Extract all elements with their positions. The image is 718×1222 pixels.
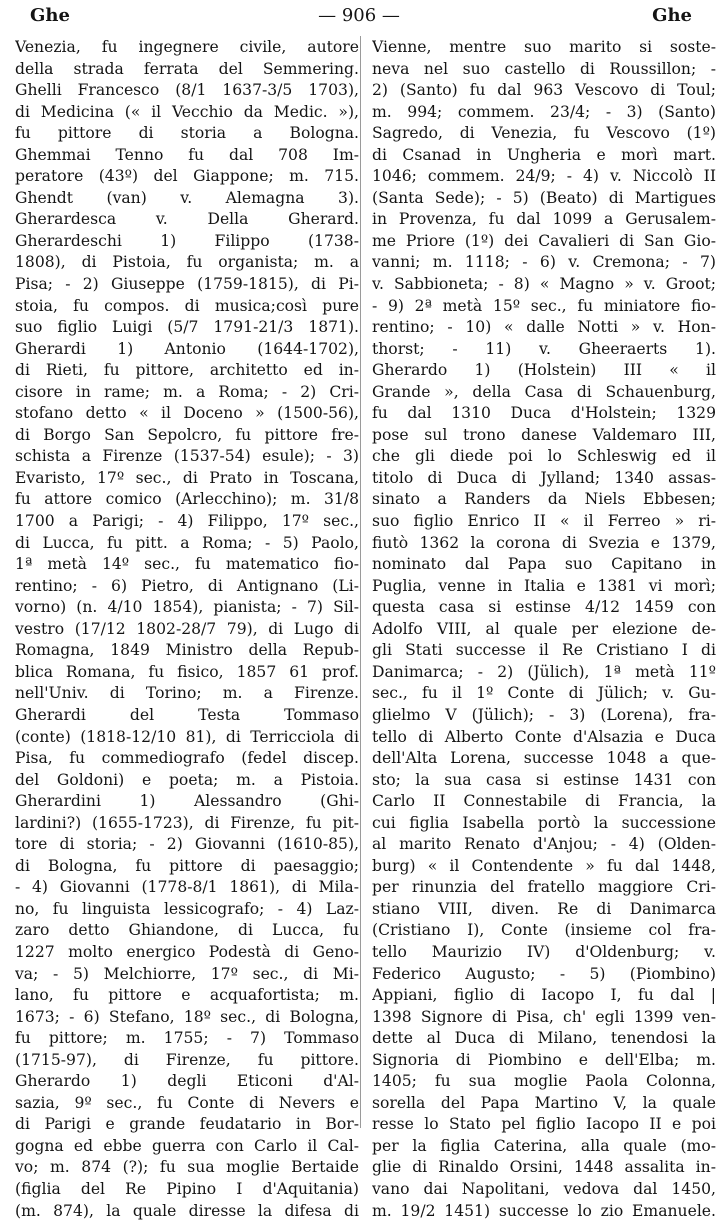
text-line: questa casa si estinse 4/12 1459 con	[372, 598, 716, 617]
text-line: di Borgo San Sepolcro, fu pittore fre-	[15, 425, 359, 444]
text-line: titolo di Duca di Jylland; 1340 assas-	[372, 468, 716, 487]
text-line: tore di storia; - 2) Giovanni (1610-85),	[15, 835, 359, 854]
text-line: rentino; - 6) Pietro, di Antignano (Li-	[15, 576, 359, 595]
text-line: vo; m. 874 (?); fu sua moglie Bertaide	[15, 1158, 359, 1177]
text-line: Gherardeschi 1) Filippo (1738-	[15, 231, 359, 250]
text-line: suo figlio Enrico II « il Ferreo » ri-	[372, 512, 716, 531]
left-column	[15, 37, 359, 1222]
page-header	[0, 0, 718, 30]
text-line: sorella del Papa Martino V, la quale	[372, 1093, 716, 1112]
text-line: Sagredo, di Venezia, fu Vescovo (1º)	[372, 124, 716, 143]
text-line: schista a Firenze (1537-54) esule); - 3)	[15, 447, 359, 466]
page-number: — 906 —	[318, 5, 400, 26]
text-line: del Goldoni) e poeta; m. a Pistoia.	[15, 770, 359, 789]
text-line: (Santa Sede); - 5) (Beato) di Martigues	[372, 188, 716, 207]
text-line: no, fu linguista lessicografo; - 4) Laz-	[15, 899, 359, 918]
text-line: resse lo Stato pel figlio Iacopo II e poi	[372, 1115, 716, 1134]
text-line: Appiani, figlio di Iacopo I, fu dal |	[372, 986, 716, 1005]
text-line: 2) (Santo) fu dal 963 Vescovo di Toul;	[372, 81, 716, 100]
text-line: 1ª metà 14º sec., fu matematico fio-	[15, 555, 359, 574]
text-line: burg) « il Contendente » fu dal 1448,	[372, 856, 716, 875]
text-line: m. 994; commem. 23/4; - 3) (Santo)	[372, 102, 716, 121]
text-line: lano, fu pittore e acquafortista; m.	[15, 986, 359, 1005]
text-line: cui figlia Isabella portò la successione	[372, 813, 716, 832]
text-line: 1046; commem. 24/9; - 4) v. Niccolò II	[372, 167, 716, 186]
text-line: fu pittore; m. 1755; - 7) Tommaso	[15, 1029, 359, 1048]
column-divider	[360, 36, 361, 1128]
text-line: gogna ed ebbe guerra con Carlo il Cal-	[15, 1136, 359, 1155]
text-line: Venezia, fu ingegnere civile, autore	[15, 38, 359, 56]
text-line: me Priore (1º) dei Cavalieri di San Gio-	[372, 231, 716, 250]
text-line: 1673; - 6) Stefano, 18º sec., di Bologna,	[15, 1007, 359, 1026]
text-line: tello di Alberto Conte d'Alsazia e Duca	[372, 727, 716, 746]
text-line: dell'Alta Lorena, successe 1048 a que-	[372, 749, 716, 768]
text-line: glielmo V (Jülich); - 3) (Lorena), fra-	[372, 705, 716, 724]
text-line: peratore (43º) del Giappone; m. 715.	[15, 167, 359, 186]
text-line: stofano detto « il Doceno » (1500-56),	[15, 404, 359, 423]
text-line: fiutò 1362 la corona di Svezia e 1379,	[372, 533, 716, 552]
text-line: Vienne, mentre suo marito si soste-	[372, 38, 716, 56]
text-line: Carlo II Connestabile di Francia, la	[372, 792, 716, 811]
running-head-left: Ghe	[30, 5, 70, 26]
text-line: sto; la sua casa si estinse 1431 con	[372, 770, 716, 789]
text-line: neva nel suo castello di Roussillon; -	[372, 59, 716, 78]
text-line: (Cristiano I), Conte (insieme col fra-	[372, 921, 716, 940]
text-line: sinato a Randers da Niels Ebbesen;	[372, 490, 716, 509]
text-line: tello Maurizio IV) d'Oldenburg; v.	[372, 942, 716, 961]
text-line: Ghelli Francesco (8/1 1637-3/5 1703),	[15, 81, 359, 100]
text-line: 1808), di Pistoia, fu organista; m. a	[15, 253, 359, 272]
text-line: di Csanad in Ungheria e morì mart.	[372, 145, 716, 164]
text-line: Ghendt (van) v. Alemagna 3).	[15, 188, 359, 207]
text-line: Ghemmai Tenno fu dal 708 Im-	[15, 145, 359, 164]
text-line: (m. 874), la quale diresse la difesa di	[15, 1201, 359, 1220]
text-line: al marito Renato d'Anjou; - 4) (Olden-	[372, 835, 716, 854]
text-line: Gherardo 1) degli Eticoni d'Al-	[15, 1072, 359, 1091]
text-line: che gli diede poi lo Schleswig ed il	[372, 447, 716, 466]
text-line: rentino; - 10) « dalle Notti » v. Hon-	[372, 318, 716, 337]
text-line: stoia, fu compos. di musica;così pure	[15, 296, 359, 315]
text-line: Gherardo 1) (Holstein) III « il	[372, 361, 716, 380]
text-line: Pisa; - 2) Giuseppe (1759-1815), di Pi-	[15, 275, 359, 294]
text-line: Gherardini 1) Alessandro (Ghi-	[15, 792, 359, 811]
text-line: vorno) (n. 4/10 1854), pianista; - 7) Sil-	[15, 598, 359, 617]
text-line: di Rieti, fu pittore, architetto ed in-	[15, 361, 359, 380]
text-line: della strada ferrata del Semmering.	[15, 59, 359, 78]
text-line: nominato dal Papa suo Capitano in	[372, 555, 716, 574]
text-line: 1227 molto energico Podestà di Geno-	[15, 942, 359, 961]
text-line: glie di Rinaldo Orsini, 1448 assalita in-	[372, 1158, 716, 1177]
text-line: Puglia, venne in Italia e 1381 vi morì;	[372, 576, 716, 595]
text-line: stiano VIII, diven. Re di Danimarca	[372, 899, 716, 918]
text-line: di Bologna, fu pittore di paesaggio;	[15, 856, 359, 875]
text-line: sazia, 9º sec., fu Conte di Nevers e	[15, 1093, 359, 1112]
text-line: - 9) 2ª metà 15º sec., fu miniatore fio-	[372, 296, 716, 315]
text-line: nell'Univ. di Torino; m. a Firenze.	[15, 684, 359, 703]
text-line: 1398 Signore di Pisa, ch' egli 1399 ven-	[372, 1007, 716, 1026]
text-line: per la figlia Caterina, alla quale (mo-	[372, 1136, 716, 1155]
text-line: vano dai Napolitani, vedova dal 1450,	[372, 1179, 716, 1198]
text-line: blica Romana, fu fisico, 1857 61 prof.	[15, 662, 359, 681]
text-line: vanni; m. 1118; - 6) v. Cremona; - 7)	[372, 253, 716, 272]
text-line: Romagna, 1849 Ministro della Repub-	[15, 641, 359, 660]
text-line: - 4) Giovanni (1778-8/1 1861), di Mila-	[15, 878, 359, 897]
text-line: gli Stati successe il Re Cristiano I di	[372, 641, 716, 660]
text-line: vestro (17/12 1802-28/7 79), di Lugo di	[15, 619, 359, 638]
text-line: Gherardesca v. Della Gherard.	[15, 210, 359, 229]
text-line: fu attore comico (Arlecchino); m. 31/8	[15, 490, 359, 509]
text-line: cisore in rame; m. a Roma; - 2) Cri-	[15, 382, 359, 401]
text-line: di Medicina (« il Vecchio da Medic. »),	[15, 102, 359, 121]
text-line: Gherardi 1) Antonio (1644-1702),	[15, 339, 359, 358]
text-line: lardini?) (1655-1723), di Firenze, fu pit-	[15, 813, 359, 832]
text-line: (conte) (1818-12/10 81), di Terricciola di	[15, 727, 359, 746]
text-line: Danimarca; - 2) (Jülich), 1ª metà 11º	[372, 662, 716, 681]
text-line: Federico Augusto; - 5) (Piombino)	[372, 964, 716, 983]
text-line: 1405; fu sua moglie Paola Colonna,	[372, 1072, 716, 1091]
text-line: Gherardi del Testa Tommaso	[15, 705, 359, 724]
text-line: Signoria di Piombino e dell'Elba; m.	[372, 1050, 716, 1069]
text-line: v. Sabbioneta; - 8) « Magno » v. Groot;	[372, 275, 716, 294]
text-line: (figlia del Re Pipino I d'Aquitania)	[15, 1179, 359, 1198]
text-line: va; - 5) Melchiorre, 17º sec., di Mi-	[15, 964, 359, 983]
text-line: fu pittore di storia a Bologna.	[15, 124, 359, 143]
text-line: (1715-97), di Firenze, fu pittore.	[15, 1050, 359, 1069]
text-line: di Lucca, fu pitt. a Roma; - 5) Paolo,	[15, 533, 359, 552]
text-line: thorst; - 11) v. Gheeraerts 1).	[372, 339, 716, 358]
text-line: pose sul trono danese Valdemaro III,	[372, 425, 716, 444]
text-line: sec., fu il 1º Conte di Jülich; v. Gu-	[372, 684, 716, 703]
text-line: m. 19/2 1451) successe lo zio Emanuele.	[372, 1201, 716, 1220]
text-line: suo figlio Luigi (5/7 1791-21/3 1871).	[15, 318, 359, 337]
text-line: in Provenza, fu dal 1099 a Gerusalem-	[372, 210, 716, 229]
text-line: zaro detto Ghiandone, di Lucca, fu	[15, 921, 359, 940]
text-line: di Parigi e grande feudatario in Bor-	[15, 1115, 359, 1134]
text-line: dette al Duca di Milano, tenendosi la	[372, 1029, 716, 1048]
right-column	[372, 37, 716, 1222]
text-line: 1700 a Parigi; - 4) Filippo, 17º sec.,	[15, 512, 359, 531]
running-head-right: Ghe	[652, 5, 692, 26]
text-line: Pisa, fu commediografo (fedel discep.	[15, 749, 359, 768]
text-line: Grande », della Casa di Schauenburg,	[372, 382, 716, 401]
text-line: fu dal 1310 Duca d'Holstein; 1329	[372, 404, 716, 423]
text-line: Adolfo VIII, al quale per elezione de-	[372, 619, 716, 638]
text-line: Evaristo, 17º sec., di Prato in Toscana,	[15, 468, 359, 487]
text-line: per rinunzia del fratello maggiore Cri-	[372, 878, 716, 897]
